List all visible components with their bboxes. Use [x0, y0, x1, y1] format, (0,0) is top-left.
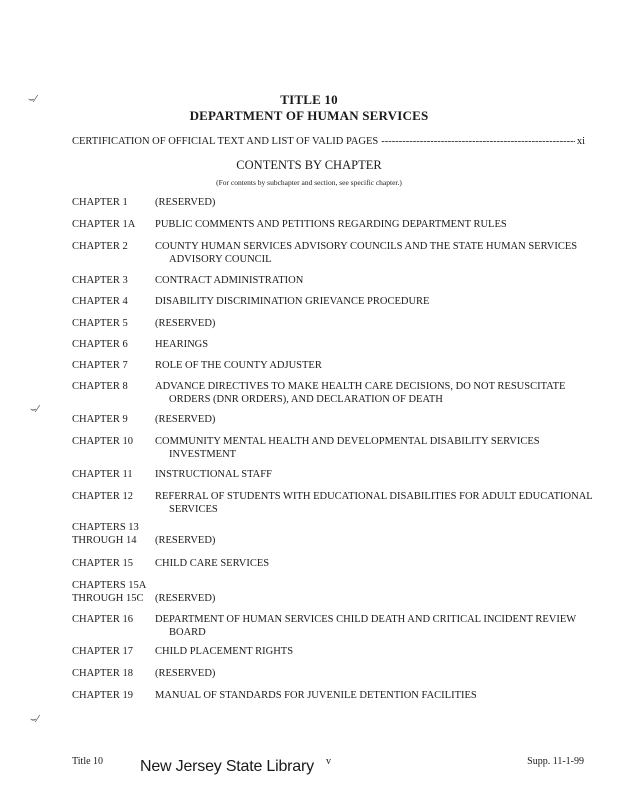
chapter-title: (RESERVED) — [155, 414, 216, 425]
chapter-label: CHAPTER 11 — [72, 469, 133, 480]
chapter-title: (RESERVED) — [155, 668, 216, 679]
chapter-title: DISABILITY DISCRIMINATION GRIEVANCE PROCEDURE — [155, 296, 430, 307]
certification-label: CERTIFICATION OF OFFICIAL TEXT AND LIST OF VALID PAGES — [72, 136, 379, 147]
chapter-title: REFERRAL OF STUDENTS WITH EDUCATIONAL DISABILITIES FOR ADULT EDUCATIONAL SERVICES — [155, 491, 593, 515]
chapter-title: CHILD CARE SERVICES — [155, 558, 270, 569]
chapter-label: CHAPTER 3 — [72, 275, 128, 286]
chapter-label: CHAPTER 18 — [72, 668, 133, 679]
chapter-title: CONTRACT ADMINISTRATION — [155, 275, 304, 286]
binder-mark: ⌣⁄ — [28, 94, 37, 105]
chapter-label: CHAPTER 15 — [72, 558, 133, 569]
chapter-title: (RESERVED) — [155, 534, 216, 546]
contents-note: (For contents by subchapter and section, see specific chapter.) — [216, 178, 402, 187]
chapter-label: CHAPTERS 13 THROUGH 14 — [72, 522, 139, 546]
contents-heading: CONTENTS BY CHAPTER — [236, 158, 382, 172]
chapter-title: COMMUNITY MENTAL HEALTH AND DEVELOPMENTAL DISABILITY SERVICES INVESTMENT — [155, 436, 540, 460]
title-number: TITLE 10 — [280, 92, 338, 107]
certification-line — [72, 136, 585, 147]
chapter-label: CHAPTER 10 — [72, 436, 133, 447]
chapter-title: ROLE OF THE COUNTY ADJUSTER — [155, 360, 322, 371]
chapter-title: PUBLIC COMMENTS AND PETITIONS REGARDING DEPARTMENT RULES — [155, 219, 507, 230]
chapter-label: CHAPTER 12 — [72, 491, 133, 502]
chapter-title: (RESERVED) — [155, 592, 216, 604]
chapter-title: COUNTY HUMAN SERVICES ADVISORY COUNCILS AND THE STATE HUMAN SERVICES ADVISORY COUNCIL — [155, 241, 578, 265]
chapter-label: CHAPTER 17 — [72, 646, 133, 657]
chapter-title: DEPARTMENT OF HUMAN SERVICES CHILD DEATH AND CRITICAL INCIDENT REVIEW BOARD — [155, 614, 576, 638]
chapter-label: CHAPTER 5 — [72, 318, 128, 329]
chapter-label: CHAPTER 1 — [72, 197, 128, 208]
chapter-title: MANUAL OF STANDARDS FOR JUVENILE DETENTION FACILITIES — [155, 690, 477, 701]
chapter-label: CHAPTER 8 — [72, 381, 128, 392]
chapter-label: CHAPTER 4 — [72, 296, 128, 307]
chapter-label: CHAPTER 9 — [72, 414, 128, 425]
library-stamp: New Jersey State Library — [140, 758, 314, 775]
chapter-title: ADVANCE DIRECTIVES TO MAKE HEALTH CARE DECISIONS, DO NOT RESUSCITATE ORDERS (DNR ORDERS), AND DECLARATION OF DEATH — [155, 381, 566, 405]
department-title: DEPARTMENT OF HUMAN SERVICES — [189, 108, 429, 123]
binder-mark: ⌣⁄ — [30, 404, 39, 415]
chapter-title: (RESERVED) — [155, 197, 216, 208]
certification-page: xi — [576, 136, 585, 147]
chapter-title: INSTRUCTIONAL STAFF — [155, 469, 272, 480]
chapter-title: CHILD PLACEMENT RIGHTS — [155, 646, 294, 657]
chapter-title: HEARINGS — [155, 339, 209, 350]
chapter-label: CHAPTER 16 — [72, 614, 133, 625]
footer-page-number: v — [326, 756, 331, 767]
chapter-label: CHAPTER 1A — [72, 219, 136, 230]
binder-mark: ⌣⁄ — [30, 714, 39, 725]
chapter-label: CHAPTER 19 — [72, 690, 133, 701]
chapter-label: CHAPTER 2 — [72, 241, 128, 252]
chapter-label: CHAPTER 7 — [72, 360, 128, 371]
chapter-title: (RESERVED) — [155, 318, 216, 329]
chapter-label: CHAPTER 6 — [72, 339, 128, 350]
chapter-label: CHAPTERS 15A THROUGH 15C — [72, 580, 147, 604]
footer-supplement: Supp. 11-1-99 — [527, 756, 584, 767]
footer-title: Title 10 — [72, 756, 104, 767]
dot-leader — [381, 136, 575, 147]
